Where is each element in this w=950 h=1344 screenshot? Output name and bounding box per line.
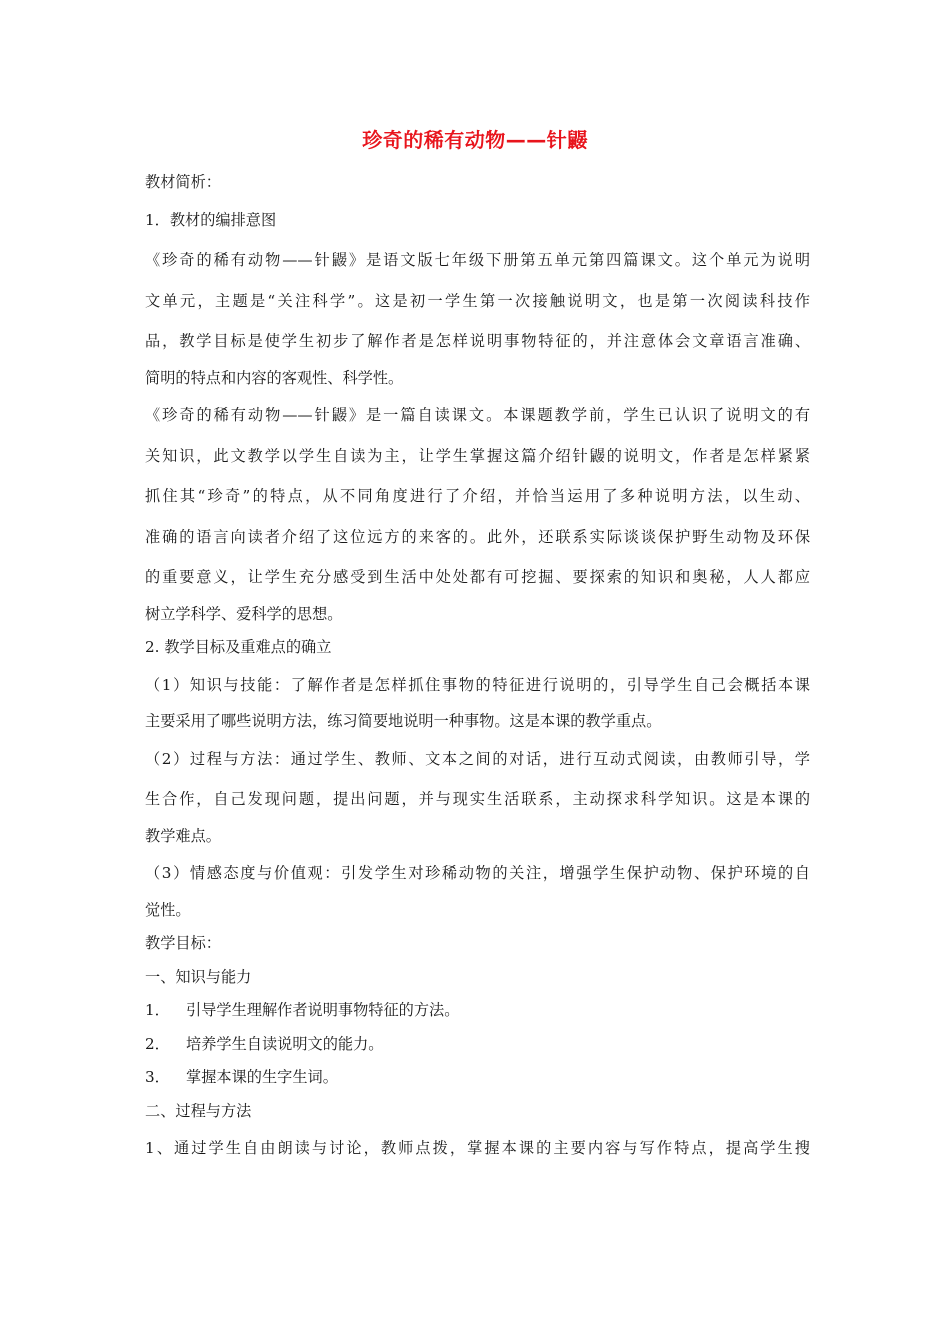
text-line: 《珍奇的稀有动物——针鼹》是语文版七年级下册第五单元第四篇课文。这个单元为说明 bbox=[145, 251, 810, 269]
section-heading-item2: 2. 教学目标及重难点的确立 bbox=[145, 638, 332, 656]
section-heading-knowledge: 一、知识与能力 bbox=[145, 967, 252, 986]
list-item-text: 引导学生理解作者说明事物特征的方法。 bbox=[186, 1001, 460, 1019]
text-line: （3）情感态度与价值观：引发学生对珍稀动物的关注，增强学生保护动物、保护环境的自 bbox=[145, 864, 810, 882]
text-line: 树立学科学、爱科学的思想。 bbox=[145, 604, 343, 623]
list-item-text: 掌握本课的生字生词。 bbox=[186, 1068, 338, 1086]
goal-knowledge-skills bbox=[145, 665, 810, 739]
list-item-number: 2． bbox=[145, 1034, 170, 1053]
text-line: 准确的语言向读者介绍了这位远方的来客的。此外，还联系实际谈谈保护野生动物及环保 bbox=[145, 527, 810, 546]
text-line: 简明的特点和内容的客观性、科学性。 bbox=[145, 368, 404, 387]
page-title: 珍奇的稀有动物——针鼹 bbox=[362, 128, 588, 152]
knowledge-list bbox=[145, 994, 810, 1095]
text-line: 觉性。 bbox=[145, 900, 191, 919]
text-line: 品，教学目标是使学生初步了解作者是怎样说明事物特征的，并注意体会文章语言准确、 bbox=[145, 332, 810, 350]
list-item bbox=[145, 994, 810, 1028]
paragraph-self-reading bbox=[145, 395, 810, 631]
list-item bbox=[145, 1028, 810, 1062]
list-item bbox=[145, 1061, 810, 1095]
document-body bbox=[145, 166, 810, 1169]
text-line: 教学难点。 bbox=[145, 826, 221, 845]
list-item-number: 1． bbox=[145, 1001, 170, 1019]
text-line: 文单元，主题是“关注科学”。这是初一学生第一次接触说明文，也是第一次阅读科技作 bbox=[145, 291, 810, 310]
section-heading-material-analysis: 教材简析： bbox=[145, 173, 221, 191]
paragraph-intent bbox=[145, 240, 810, 395]
text-line: 抓住其“珍奇”的特点，从不同角度进行了介绍，并恰当运用了多种说明方法，以生动、 bbox=[145, 487, 810, 505]
section-heading-item1: 1．教材的编排意图 bbox=[145, 210, 277, 229]
text-line: 主要采用了哪些说明方法，练习简要地说明一种事物。这是本课的教学重点。 bbox=[145, 712, 662, 730]
text-line: 的重要意义，让学生充分感受到生活中处处都有可挖掘、要探索的知识和奥秘，人人都应 bbox=[145, 568, 810, 586]
text-line: 《珍奇的稀有动物——针鼹》是一篇自读课文。本课题教学前，学生已认识了说明文的有 bbox=[145, 406, 810, 424]
text-line: （2）过程与方法：通过学生、教师、文本之间的对话，进行互动式阅读，由教师引导，学 bbox=[145, 749, 810, 768]
text-line: 关知识，此文教学以学生自读为主，让学生掌握这篇介绍针鼹的说明文，作者是怎样紧紧 bbox=[145, 446, 810, 465]
goal-emotion-values bbox=[145, 853, 810, 927]
list-item-number: 3． bbox=[145, 1068, 170, 1086]
section-heading-process: 二、过程与方法 bbox=[145, 1101, 252, 1120]
text-line: 1、通过学生自由朗读与讨论，教师点拨，掌握本课的主要内容与写作特点，提高学生搜 bbox=[145, 1139, 810, 1157]
text-line: （1）知识与技能：了解作者是怎样抓住事物的特征进行说明的，引导学生自己会概括本课 bbox=[145, 675, 810, 694]
text-line: 生合作，自己发现问题，提出问题，并与现实生活联系，主动探求科学知识。这是本课的 bbox=[145, 790, 810, 808]
list-item-text: 培养学生自读说明文的能力。 bbox=[186, 1034, 384, 1053]
goal-process-method bbox=[145, 739, 810, 854]
section-heading-teaching-goals: 教学目标： bbox=[145, 934, 221, 952]
